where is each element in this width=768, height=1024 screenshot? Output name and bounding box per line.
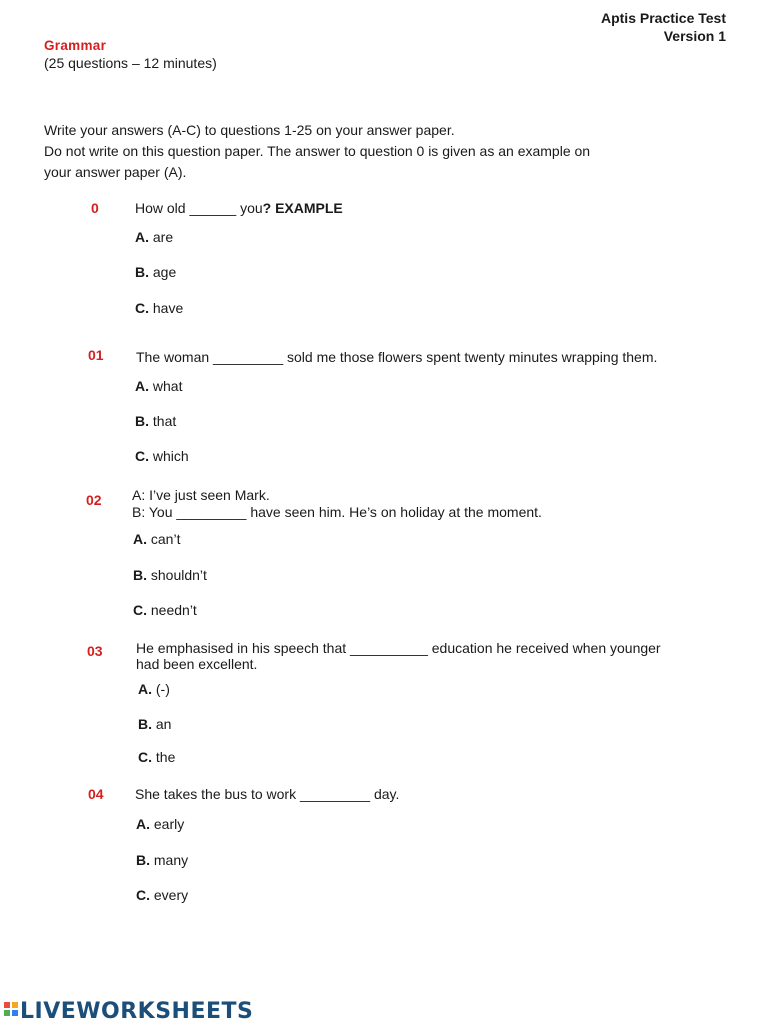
question-text: The woman _________ sold me those flowers spent twenty minutes wrapping them. — [136, 349, 658, 365]
option-b[interactable]: B. shouldn’t — [133, 567, 207, 583]
option-a[interactable]: A. can’t — [133, 531, 181, 547]
option-a[interactable]: A. are — [135, 229, 174, 245]
option-b[interactable]: B. that — [135, 413, 177, 429]
question-number: 03 — [87, 643, 103, 659]
test-version: Version 1 — [663, 28, 726, 44]
option-c[interactable]: C. have — [135, 300, 184, 316]
instruction-line: Write your answers (A-C) to questions 1-25 on your answer paper. — [44, 122, 455, 138]
question-number: 02 — [86, 492, 102, 508]
question-text: How old ______ you? EXAMPLE — [135, 200, 343, 216]
logo-text: LIVEWORKSHEETS — [20, 999, 254, 1024]
question-line-1: He emphasised in his speech that __________ education he received when younger — [136, 640, 661, 656]
liveworksheets-logo[interactable] — [4, 999, 253, 1024]
question-line-2: had been excellent. — [136, 656, 258, 672]
section-title: Grammar — [44, 38, 107, 53]
logo-squares-icon — [4, 1002, 18, 1022]
option-b[interactable]: B. age — [135, 264, 177, 280]
question-number: 01 — [88, 347, 104, 363]
question-text: She takes the bus to work _________ day. — [135, 786, 400, 802]
option-b[interactable]: B. an — [138, 716, 172, 732]
option-a[interactable]: A. (-) — [138, 681, 170, 697]
test-title: Aptis Practice Test — [600, 10, 726, 26]
question-line-2: B: You _________ have seen him. He’s on holiday at the moment. — [132, 504, 542, 520]
option-a[interactable]: A. what — [135, 378, 183, 394]
option-b[interactable]: B. many — [136, 852, 189, 868]
instruction-line: your answer paper (A). — [44, 164, 187, 180]
option-c[interactable]: C. which — [135, 448, 189, 464]
option-c[interactable]: C. the — [138, 749, 176, 765]
option-a[interactable]: A. early — [136, 816, 185, 832]
option-c[interactable]: C. needn’t — [133, 602, 197, 618]
instruction-line: Do not write on this question paper. The answer to question 0 is given as an example on — [44, 143, 591, 159]
question-number: 04 — [88, 786, 104, 802]
question-line-1: A: I’ve just seen Mark. — [132, 487, 270, 503]
question-number: 0 — [91, 200, 99, 216]
instructions — [44, 120, 590, 183]
example-label: ? EXAMPLE — [262, 200, 343, 216]
option-c[interactable]: C. every — [136, 887, 189, 903]
section-subtitle: (25 questions – 12 minutes) — [44, 55, 217, 71]
